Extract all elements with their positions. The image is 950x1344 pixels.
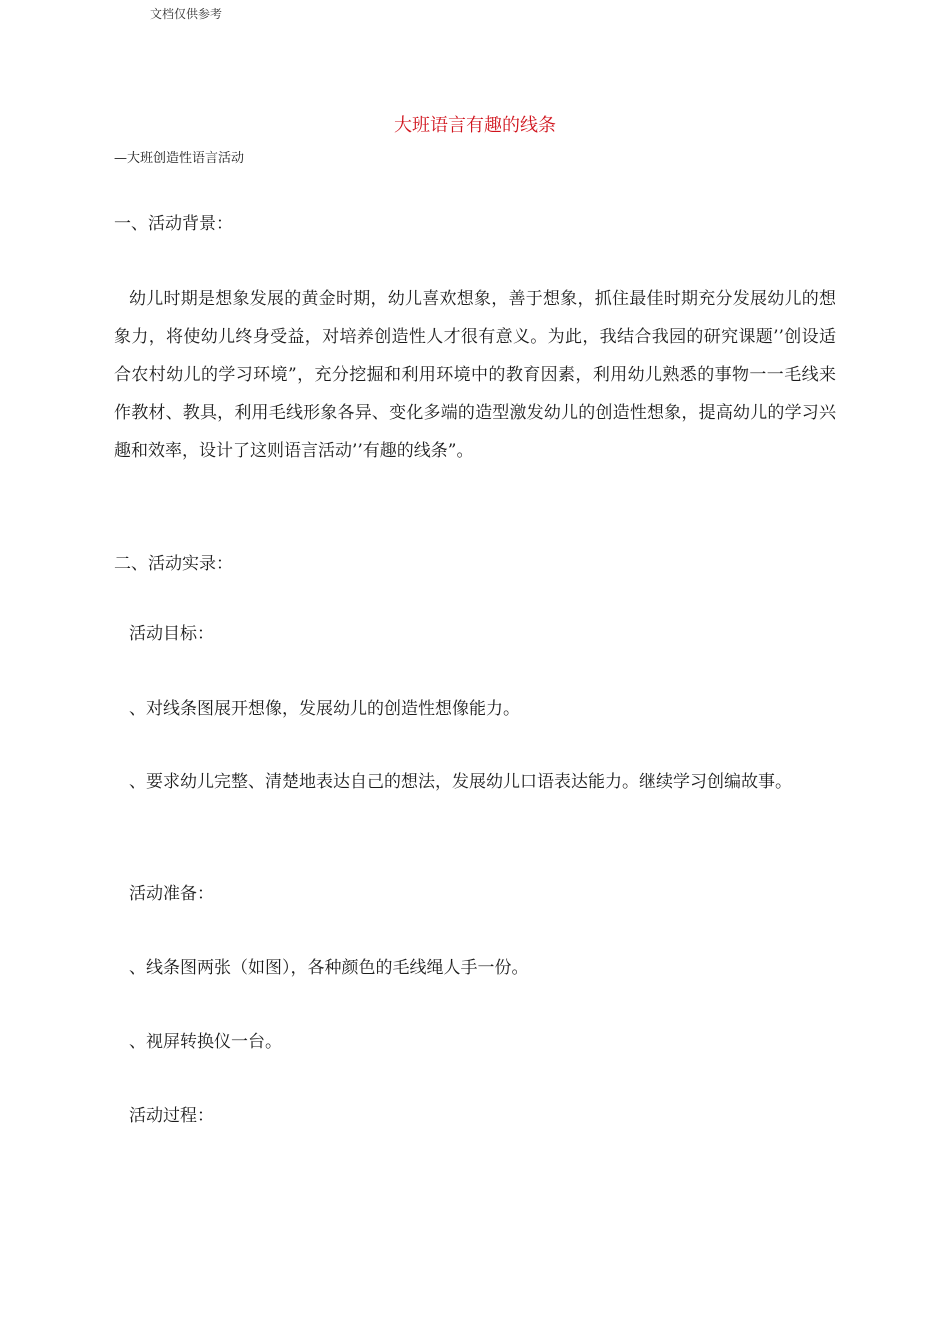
prep-heading: 活动准备：: [129, 884, 214, 904]
document-subtitle: —大班创造性语言活动: [114, 151, 245, 166]
process-heading: 活动过程：: [129, 1106, 214, 1126]
goal-item-2: 、要求幼儿完整、清楚地表达自己的想法，发展幼儿口语表达能力。继续学习创编故事。: [129, 772, 792, 792]
header-note: 文档仅供参考: [150, 7, 223, 21]
background-paragraph: 幼儿时期是想象发展的黄金时期，幼儿喜欢想象，善于想象，抓住最佳时期充分发展幼儿的想象力，将使幼儿终身受益，对培养创造性人才很有意义。为此，我结合我园的研究课题’’创设适合农村幼儿的学习环境”，充分挖掘和利用环境中的教育因素，利用幼儿熟悉的事物一一毛线来作教材、教具，利用毛线形象各异、变化多端的造型激发幼儿的创造性想象，提高幼儿的学习兴趣和效率，设计了这则语言活动’’有趣的线条”。: [114, 289, 836, 461]
document-title: 大班语言有趣的线条: [394, 115, 556, 136]
prep-item-2: 、视屏转换仪一台。: [129, 1032, 282, 1052]
goals-heading: 活动目标：: [129, 624, 214, 644]
section-heading-background: 一、活动背景：: [114, 214, 233, 234]
prep-item-1: 、线条图两张（如图），各种颜色的毛线绳人手一份。: [129, 958, 529, 978]
goal-item-1: 、对线条图展开想像，发展幼儿的创造性想像能力。: [129, 699, 520, 719]
section-heading-record: 二、活动实录：: [114, 554, 233, 574]
